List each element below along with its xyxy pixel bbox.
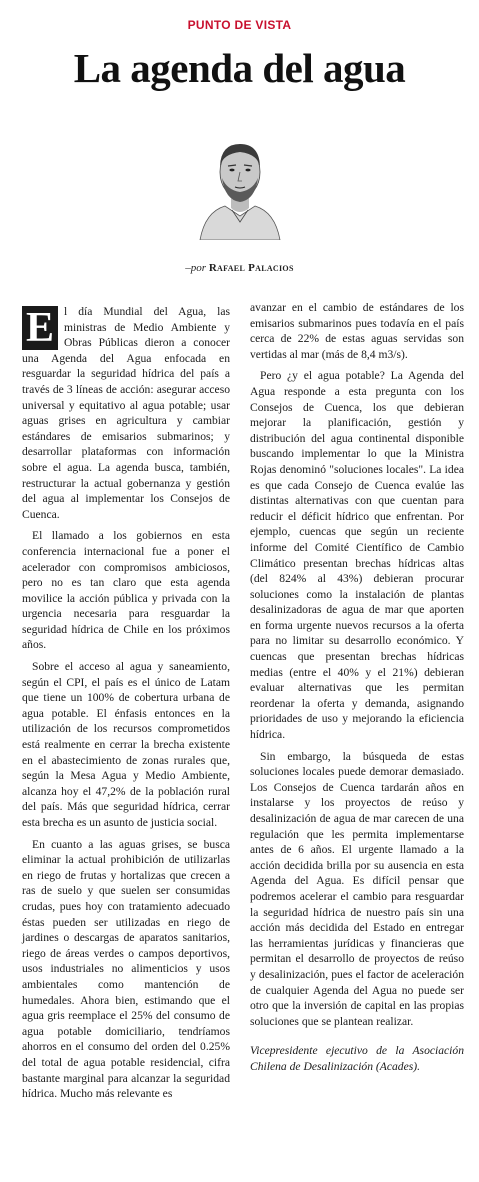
section-label: PUNTO DE VISTA [187,18,292,32]
paragraph-text: l día Mundial del Agua, las ministras de Medio Ambiente y Obras Públicas dieron a conocer una Agenda del Agua enfocada en resguardar la seguridad hídrica del país a través de 3 líneas de acción: asegurar acceso universal y equitativo al agua potable; usar aguas grises en agricultura y cambiar estándares de emisarios submarinos; y desarrollar plataformas con información sobre el agua. La agenda busca, también, restructurar la actual gobernanza y gestión del agua al implementar los Consejos de Cuenca. [22,305,230,521]
paragraph: El llamado a los gobiernos en esta conferencia internacional fue a poner el acelerador con compromisos ambiciosos, pero no es tan claro que esta agenda movilice la acción pública y privada con la urgencia necesaria para resguardar la seguridad hídrica de Chile en los próximos años. [22,529,230,652]
column-right [250,300,464,1081]
paragraph: Sin embargo, la búsqueda de estas soluciones locales puede demorar demasiado. Los Consejos de Cuenca tardarán años en instalarse y los proyectos de reúso y desalinización de agua de mar carecen de una regulación que les permita implementarse antes de 6 años. El urgente llamado a la acción decidida brilla por su ausencia en esta Agenda del Agua. Es difícil pensar que podremos acelerar el cambio para resguardar la seguridad hídrica de nuestro país sin una acción más decidida del Estado en entregar las herramientas jurídicas y financieras que permitan el desarrollo de proyectos de reúso y desalinización, pues el factor de aceleración de cualquier Agenda del Agua no puede ser otro que la inversión de capital en las propias soluciones que se plantean realizar. [250,749,464,1028]
byline-author: Rafael Palacios [208,262,294,274]
dropcap: E [22,306,58,350]
author-signature: Vicepresidente ejecutivo de la Asociación Chilena de Desalinización (Acades). [250,1044,464,1073]
byline [0,262,479,274]
column-left [22,304,230,1108]
paragraph: En cuanto a las aguas grises, se busca eliminar la actual prohibición de utilizarlas en riego de frutas y hortalizas que crecen a ras de suelo y que suelen ser consumidas crudas, pues hoy con tratamiento adecuado éstas pueden ser utilizadas en riego de jardines o descargas de aparatos sanitarios, riego de áreas verdes o campos deportivos, usos industriales no alimenticios y usos ambientales como mantención de humedales. Ahora bien, estimando que el agua gris reemplace el 25% del consumo de agua potable domiciliario, tendríamos ahorros en el consumo del orden del 0.25% del total de agua potable residencial, cifra bastante marginal para alcanzar la seguridad hídrica. Mucho más relevante es [22,837,230,1101]
byline-prefix: –por [185,262,207,274]
author-portrait [195,130,285,240]
paragraph: Pero ¿y el agua potable? La Agenda del Agua responde a esta pregunta con los Consejos de Cuenca, los que debieran mejorar la planificación, gestión y distribución del agua continental disponible buscando implementar lo que la Ministra Rojas denominó "soluciones locales". La idea es que cada Consejo de Cuenca evalúe las distintas alternativas con que cuentan para reducir el déficit hídrico que enfrentan. Por ejemplo, cuencas que según un reciente informe del Comité Científico de Cambio Climático presentan brechas hídricas altas (del 824% al 43%) debieran procurar soluciones como la instalación de plantas desalinizadoras de agua de mar que aporten en forma urgente nuevos recursos a la oferta para no limitar su desarrollo económico. Y cuencas que presentan brechas hídricas medias (entre el 40% y el 21%) debieran evaluar alternativas que les permitan reordenar la oferta y demanda, asignando prioridades de uso y mejorando la eficiencia hídrica. [250,369,464,742]
headline: La agenda del agua [73,45,406,91]
paragraph [22,304,230,522]
paragraph: avanzar en el cambio de estándares de los emisarios submarinos pues todavía en el país cerca de 22% de estas aguas servidas son vertidas al mar (más de 8,4 m3/s). [250,301,464,361]
paragraph: Sobre el acceso al agua y saneamiento, según el CPI, el país es el único de Latam que tiene un 100% de cobertura urbana de agua potable. El énfasis entonces en la utilización de los recursos comprometidos está realmente en cerrar la brecha existente en el abastecimiento de zonas rurales que, según la Mesa Agua y Medio Ambiente, alcanza hoy el 47,2% de la población rural del país. Más que seguridad hídrica, cerrar esta brecha es un asunto de justicia social. [22,660,230,829]
